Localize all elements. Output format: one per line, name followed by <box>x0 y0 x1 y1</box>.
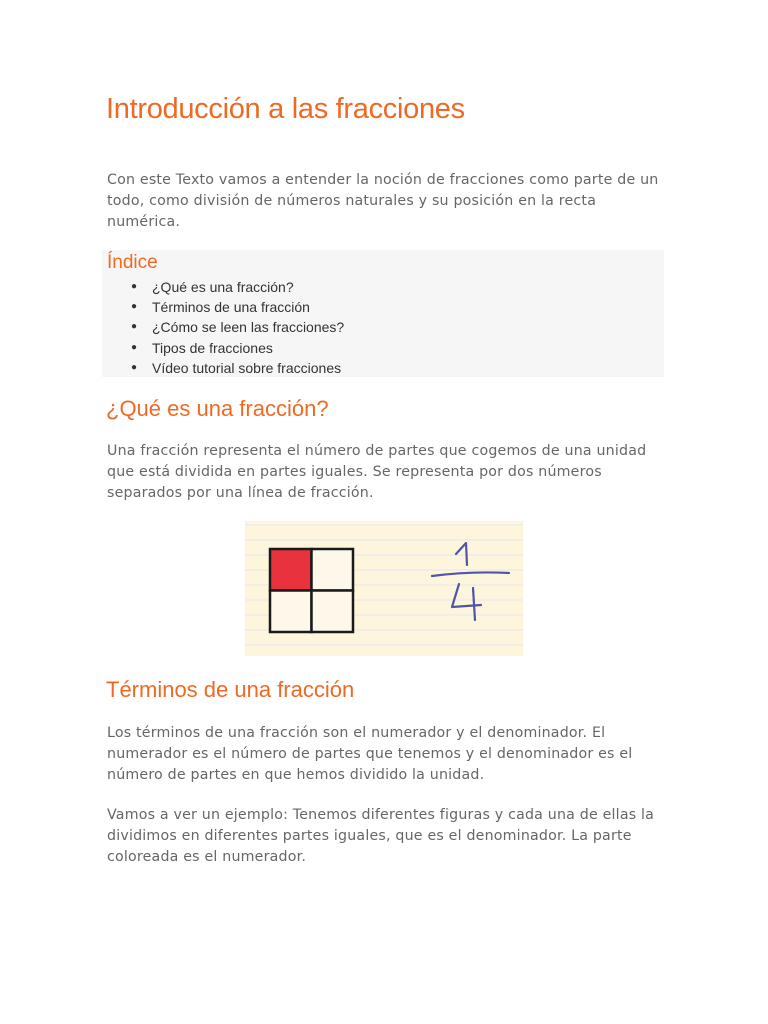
index-item-label: ¿Qué es una fracción? <box>152 279 294 295</box>
index-item-label: Términos de una fracción <box>152 299 310 316</box>
section-heading-terminos: Términos de una fracción <box>106 677 355 702</box>
section-paragraph-que-es: Una fracción representa el número de partes que cogemos de una unidad que está dividida en partes iguales. Se representa por dos números separados por una línea de fracción. <box>107 443 647 501</box>
index-item-video[interactable] <box>102 358 344 378</box>
fraction-square <box>270 549 353 632</box>
square-cell-empty <box>270 591 312 633</box>
index-item-tipos[interactable] <box>102 338 344 358</box>
bullet-icon: ● <box>131 301 138 313</box>
bullet-icon: ● <box>131 321 138 333</box>
index-item-terminos[interactable] <box>102 297 344 317</box>
section-paragraph-terminos-2: Vamos a ver un ejemplo: Tenemos diferentes figuras y cada una de ellas la dividimos en diferentes partes iguales, que es el denominador. La parte coloreada es el numerador. <box>107 807 655 865</box>
square-cell-empty <box>312 591 354 633</box>
bullet-icon: ● <box>131 281 138 292</box>
index-item-como-se-leen[interactable] <box>102 317 344 337</box>
index-item-que-es[interactable] <box>102 277 344 297</box>
index-item-label: Vídeo tutorial sobre fracciones <box>152 359 342 376</box>
index-item-label: Tipos de fracciones <box>152 339 273 356</box>
index-item-label: ¿Cómo se leen las fracciones? <box>152 319 345 336</box>
index-box <box>102 250 664 377</box>
bullet-icon: ● <box>131 341 138 353</box>
section-heading-que-es: ¿Qué es una fracción? <box>106 396 329 421</box>
bullet-icon: ● <box>131 361 138 373</box>
intro-paragraph: Con este Texto vamos a entender la noción de fracciones como parte de un todo, como división de números naturales y su posición en la recta numérica. <box>107 172 659 230</box>
square-cell-empty <box>312 549 354 591</box>
fraction-figure <box>245 521 523 656</box>
index-list <box>102 277 344 378</box>
square-cell-filled <box>270 549 312 591</box>
section-paragraph-terminos-1: Los términos de una fracción son el numerador y el denominador. El numerador es el número de partes que tenemos y el denominador es el número de partes en que hemos dividido la unidad. <box>107 725 633 783</box>
index-title: Índice <box>107 252 158 273</box>
page-title: Introducción a las fracciones <box>106 93 465 125</box>
